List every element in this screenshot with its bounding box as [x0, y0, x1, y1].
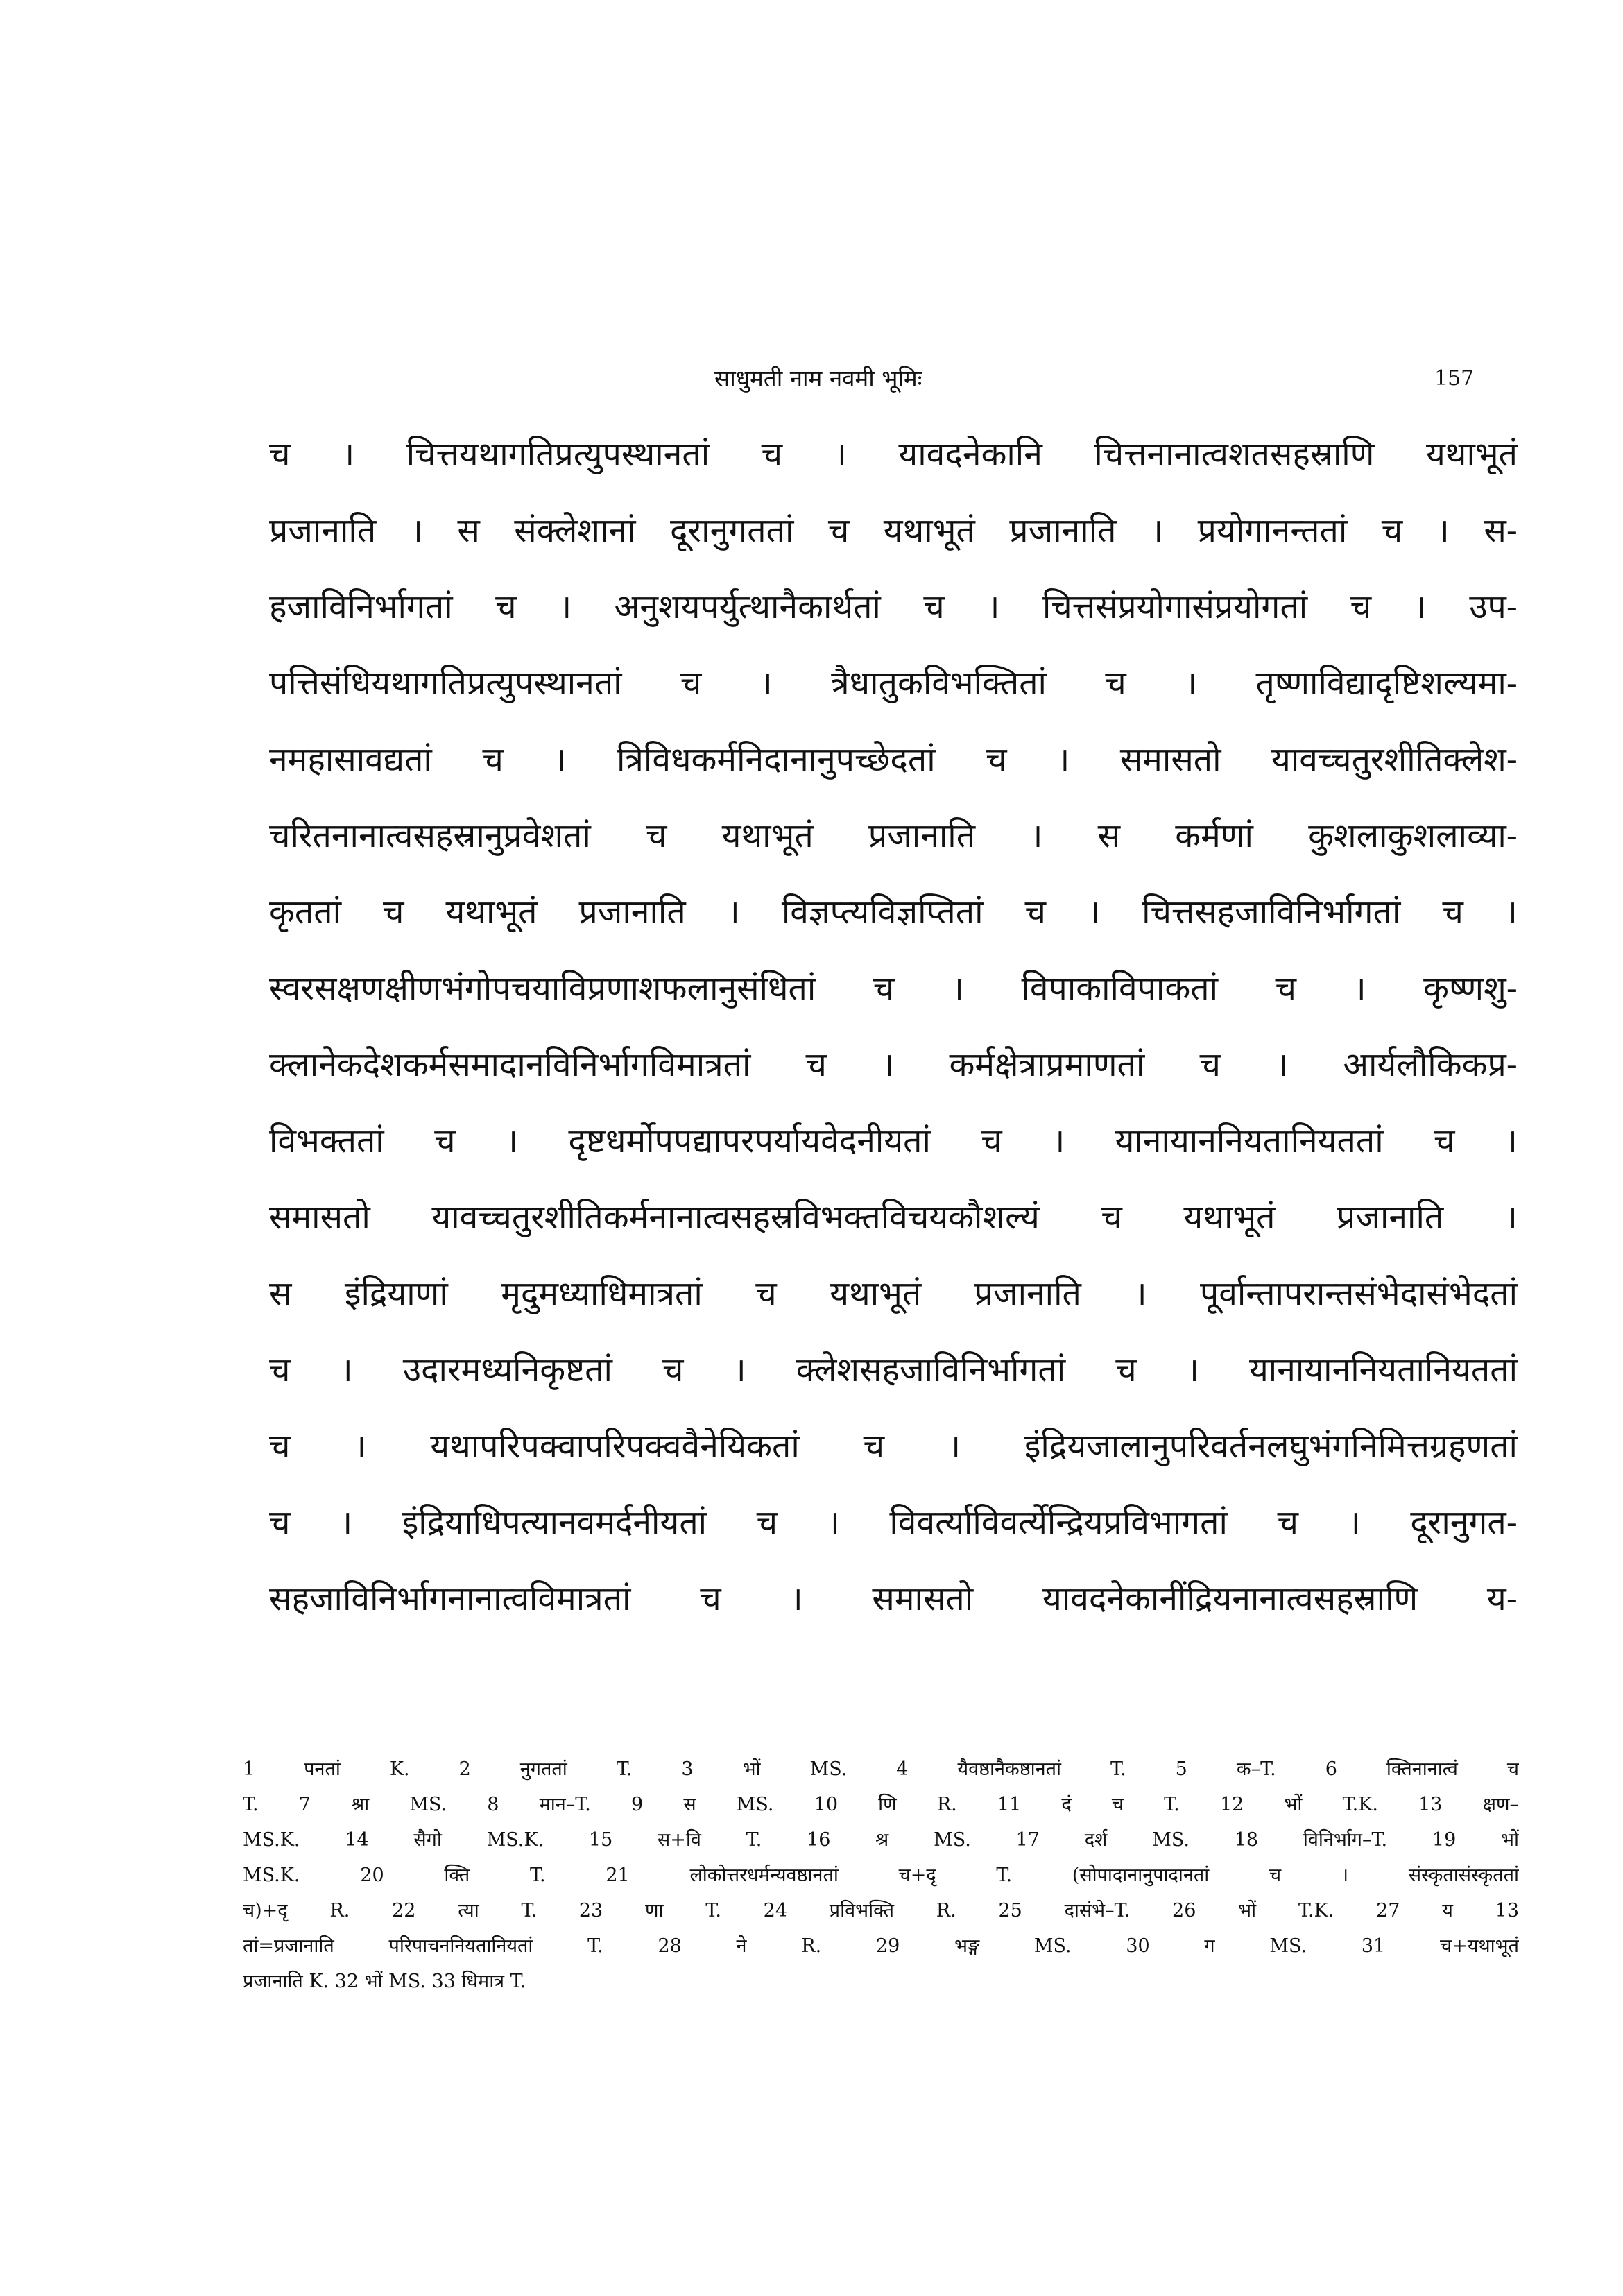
text-line: समासतो यावच्चतुरशीतिकर्मनानात्वसहस्रविभक्तविचयकौशल्यं च यथाभूतं प्रजानाति । [269, 1198, 1518, 1237]
footnotes [243, 1751, 1519, 1999]
footnote-line: तां=प्रजानाति परिपाचननियतानियतां T. 28 ने R. 29 भङ्ग MS. 30 ग MS. 31 च+यथाभूतं [243, 1935, 1519, 1957]
text-line: च । यथापरिपक्वापरिपक्ववैनेयिकतां च । इंद्रियजालानुपरिवर्तनलघुभंगनिमित्तग्रहणतां [269, 1427, 1518, 1466]
page-number: 157 [1434, 366, 1475, 391]
text-line: विभक्ततां च । दृष्टधर्मोपपद्यापरपर्यायवेदनीयतां च । यानायाननियतानियततां च । [269, 1122, 1518, 1160]
page-header [0, 355, 1623, 404]
footnote-line: च)+दृ R. 22 त्या T. 23 णा T. 24 प्रविभक्ति R. 25 दासंभे–T. 26 भों T.K. 27 य 13 [243, 1900, 1519, 1921]
text-line: च । चित्तयथागतिप्रत्युपस्थानतां च । यावदनेकानि चित्तनानात्वशतसहस्राणि यथाभूतं [269, 435, 1518, 474]
main-text [269, 416, 1518, 1637]
footnote-line: प्रजानाति K. 32 भों MS. 33 धिमात्र T. [243, 1971, 526, 1992]
running-title: साधुमती नाम नवमी भूमिः [714, 365, 922, 392]
footnote-line: T. 7 श्रा MS. 8 मान–T. 9 स MS. 10 णि R. 11 दं च T. 12 भों T.K. 13 क्षण– [243, 1794, 1519, 1815]
text-line: नमहासावद्यतां च । त्रिविधकर्मनिदानानुपच्छेदतां च । समासतो यावच्चतुरशीतिक्लेश- [269, 740, 1518, 779]
text-line: स इंद्रियाणां मृदुमध्याधिमात्रतां च यथाभूतं प्रजानाति । पूर्वान्तापरान्तसंभेदासंभेदतां [269, 1274, 1518, 1313]
text-line: क्लानेकदेशकर्मसमादानविनिर्भागविमात्रतां च । कर्मक्षेत्राप्रमाणतां च । आर्यलौकिकप्र- [269, 1045, 1518, 1084]
text-line: च । उदारमध्यनिकृष्टतां च । क्लेशसहजाविनिर्भागतां च । यानायाननियतानियततां [269, 1351, 1518, 1389]
text-line: कृततां च यथाभूतं प्रजानाति । विज्ञप्त्यविज्ञप्तितां च । चित्तसहजाविनिर्भागतां च । [269, 893, 1518, 932]
footnote-line: MS.K. 20 क्ति T. 21 लोकोत्तरधर्मन्यवष्ठानतां च+दृ T. (सोपादानानुपादानतां च । संस्कृतासंस्कृततां [243, 1865, 1519, 1886]
footnote-line: 1 पनतां K. 2 नुगततां T. 3 भों MS. 4 यैवष्ठानैकष्ठानतां T. 5 क–T. 6 क्तिनानात्वं च [243, 1758, 1519, 1780]
text-line: चरितनानात्वसहस्रानुप्रवेशतां च यथाभूतं प्रजानाति । स कर्मणां कुशलाकुशलाव्या- [269, 816, 1518, 855]
text-line: प्रजानाति । स संक्लेशानां दूरानुगततां च यथाभूतं प्रजानाति । प्रयोगानन्ततां च । स- [269, 511, 1518, 550]
footnote-line: MS.K. 14 सैगो MS.K. 15 स+वि T. 16 श्र MS. 17 दर्श MS. 18 विनिर्भाग–T. 19 भों [243, 1829, 1519, 1851]
text-line: सहजाविनिर्भागनानात्वविमात्रतां च । समासतो यावदनेकानींद्रियनानात्वसहस्राणि य- [269, 1579, 1518, 1618]
text-line: च । इंद्रियाधिपत्यानवमर्दनीयतां च । विवर्त्याविवर्त्येन्द्रियप्रविभागतां च । दूरानुगत- [269, 1503, 1518, 1542]
text-line: पत्तिसंधियथागतिप्रत्युपस्थानतां च । त्रैधातुकविभक्तितां च । तृष्णाविद्यादृष्टिशल्यमा- [269, 664, 1518, 703]
text-line: स्वरसक्षणक्षीणभंगोपचयाविप्रणाशफलानुसंधितां च । विपाकाविपाकतां च । कृष्णशु- [269, 969, 1518, 1008]
text-line: हजाविनिर्भागतां च । अनुशयपर्युत्थानैकार्थतां च । चित्तसंप्रयोगासंप्रयोगतां च । उप- [269, 588, 1518, 626]
